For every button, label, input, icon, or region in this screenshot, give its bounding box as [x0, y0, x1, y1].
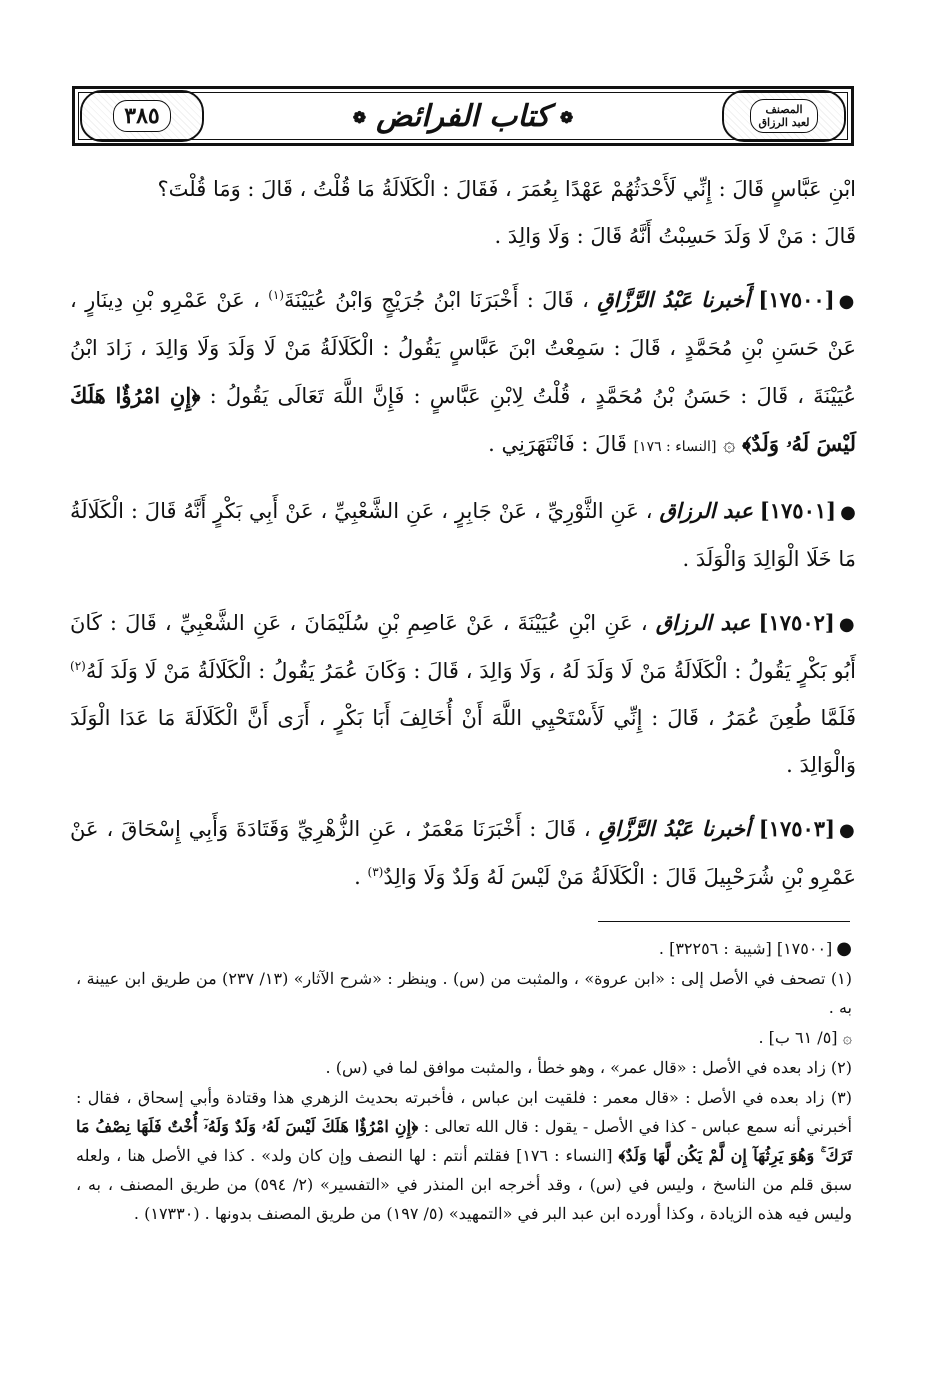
hadith-17500 [70, 276, 856, 471]
hadith-text: ، قَالَ : أَخْبَرَنَا ابْنُ جُرَيْجٍ وَابْنُ عُيَيْنَةَ [284, 288, 589, 312]
footnote-3-text: (٣) زاد بعده في الأصل : «قال معمر : فلقيت ابن عباس ، فأخبرته بحديث الزهري هذا وقتادة وأبي إسحاق ، فقال : أخبرني أنه سمع عباس - كذا في الأصل - يقول : قال الله تعالى : [76, 1088, 852, 1136]
logo-line-1: المصنف [765, 103, 803, 116]
footnote-divider [598, 921, 850, 922]
bullet-icon: ● [838, 614, 856, 635]
quran-quote: ﴿إِنِ امْرُؤٌا هَلَكَ لَيْسَ لَهُۥ وَلَدٌ﴾ [70, 383, 856, 456]
hadith-17503 [70, 805, 856, 901]
chapter-title: ❁ كتاب الفرائض ❁ [209, 99, 717, 134]
continuation-line-2: قَالَ : مَنْ لَا وَلَدَ حَسِبْتُ أَنَّهُ قَالَ : وَلَا وَالِدَ . [494, 224, 856, 248]
hadith-number: [١٧٥٠٣] [758, 816, 836, 841]
source-note: ●[١٧٥٠٠] [شيبة : ٣٢٢٥٦] . [658, 938, 852, 959]
hadith-text: ، عَنِ الثَّوْرِيِّ ، عَنْ جَابِرٍ ، عَنِ الشَّعْبِيِّ ، عَنْ أَبِي بَكْرٍ أَنَّهُ قَالَ : الْكَلَالَةُ مَا خَلَا الْوَالِدَ وَالْوَلَدَ . [70, 499, 856, 571]
hadith-number: [١٧٥٠٢] [758, 610, 835, 635]
book-logo [722, 90, 846, 142]
folio-marker: ۞ [723, 432, 736, 456]
page-number: ٣٨٥ [113, 100, 170, 132]
footnote-3 [76, 1083, 852, 1228]
footnote-1: (١) تصحف في الأصل إلى : «ابن عروة» ، والمثبت من (س) . وينظر : «شرح الآثار» (١٣/ ٢٣٧) من طريق ابن عيينة ، به . [76, 969, 853, 1017]
logo-text [750, 99, 819, 133]
footnote-marker[interactable]: (٣) [367, 865, 384, 879]
hadith-text: قَالَ : فَانْتَهَرَنِي . [488, 432, 627, 456]
hadith-number: [١٧٥٠٠] [758, 287, 835, 312]
hadith-text: ، قَالَ : أَخْبَرَنَا مَعْمَرٌ ، عَنِ الزُّهْرِيِّ وَقَتَادَةَ وَأَبِي إِسْحَاقَ ، عَنْ عَمْرِو بْنِ شُرَحْبِيلَ قَالَ : الْكَلَالَةُ مَنْ لَيْسَ لَهُ وَلَدٌ وَلَا وَالِدٌ [70, 817, 856, 889]
bullet-icon: ● [840, 502, 856, 523]
hadith-17501 [70, 487, 856, 583]
hadith-lead: عبد الرزاق [659, 498, 753, 523]
hadith-lead: أَخبرنا عَبْدُ الرَّزَّاقِ [597, 287, 751, 312]
bullet-icon: ● [836, 938, 852, 959]
page-number-box [80, 90, 204, 142]
footnotes [76, 934, 852, 1229]
continuation-line-1: ابْنِ عَبَّاسٍ قَالَ : إِنِّي لَأَحْدَثُهُمْ عَهْدًا بِعُمَرَ ، فَقَالَ : الْكَلَالَةُ مَا قُلْتُ ، قَالَ : وَمَا قُلْتَ؟ [157, 177, 856, 201]
hadith-17502 [70, 599, 856, 789]
folio-note: ۞ [٥/ ٦١ ب] . [758, 1028, 852, 1047]
footnote-3-text: فقلتم أنتم : لها النصف وإن كان ولد» . كذا في الأصل هنا ، ولعله سبق قلم من الناسخ ، وليس في (س) ، وقد أخرجه ابن المنذر في «التفسير» (٢/ ٥٩٤) من طريق المصنف ، به ، وليس فيه هذه الزيادة ، وكذا أورده ابن عبد البر في «التمهيد» (٥/ ١٩٧) من طريق المصنف بدونها . (١٧٣٣٠) . [76, 1146, 852, 1223]
footnote-marker[interactable]: (١) [268, 288, 285, 302]
bullet-icon: ● [838, 291, 856, 312]
hadith-lead: أخبرنا عَبْدُ الرَّزَّاقِ [598, 816, 751, 841]
footnote-marker[interactable]: (٢) [70, 659, 86, 673]
hadith-text: ، عَنْ عَمْرِو بْنِ دِينَارٍ ، عَنْ حَسَنِ بْنِ مُحَمَّدٍ ، قَالَ : سَمِعْتُ ابْنَ عَبَّاسٍ يَقُولُ : الْكَلَالَةُ مَنْ لَا وَلَدَ وَلَا وَالِدَ ، زَادَ ابْنُ عُيَيْنَةَ ، قَالَ : حَسَنُ بْنُ مُحَمَّدٍ ، قُلْتُ لِابْنِ عَبَّاسٍ : فَإِنَّ اللَّهَ تَعَالَى يَقُولُ : [70, 288, 856, 408]
hadith-number: [١٧٥٠١] [759, 498, 837, 523]
hadith-text: فَلَمَّا طُعِنَ عُمَرُ ، قَالَ : إِنِّي لَأَسْتَحْيِي اللَّهَ أَنْ أُخَالِفَ أَبَا بَكْرٍ ، أَرَى أَنَّ الْكَلَالَةَ مَا عَدَا الْوَلَدَ وَالْوَالِدَ . [70, 706, 856, 777]
main-text [70, 166, 856, 901]
hadith-text: ، عَنِ ابْنِ عُيَيْنَةَ ، عَنْ عَاصِمِ بْنِ سُلَيْمَانَ ، عَنِ الشَّعْبِيِّ ، قَالَ : كَانَ أَبُو بَكْرٍ يَقُولُ : الْكَلَالَةُ مَنْ لَا وَلَدَ لَهُ ، وَلَا وَالِدَ ، قَالَ : وَكَانَ عُمَرُ يَقُولُ : الْكَلَالَةُ مَنْ لَا وَلَدَ لَهُ [70, 611, 856, 683]
hadith-lead: عبد الرزاق [655, 610, 751, 635]
quran-quote: ﴿إِنِ امْرُؤٌا هَلَكَ لَيْسَ لَهُۥ وَلَدٌ وَلَهُۥٓ أُخْتٌ فَلَهَا نِصْفُ مَا تَرَكَ ۚ وَهُوَ يَرِثُهَآ إِن لَّمْ يَكُن لَّهَا وَلَدٌ﴾ [76, 1117, 853, 1165]
bullet-icon: ● [839, 820, 856, 841]
quran-reference: [النساء : ١٧٦] [516, 1146, 613, 1165]
footnote-2: (٢) زاد بعده في الأصل : «قال عمر» ، وهو خطأ ، والمثبت موافق لما في (س) . [325, 1058, 852, 1077]
logo-line-2: لعبد الرزاق [758, 116, 810, 129]
continuation-paragraph [70, 166, 856, 260]
page-header [72, 86, 854, 146]
quran-reference: [النساء : ١٧٦] [633, 439, 717, 455]
hadith-text: . [354, 865, 361, 889]
